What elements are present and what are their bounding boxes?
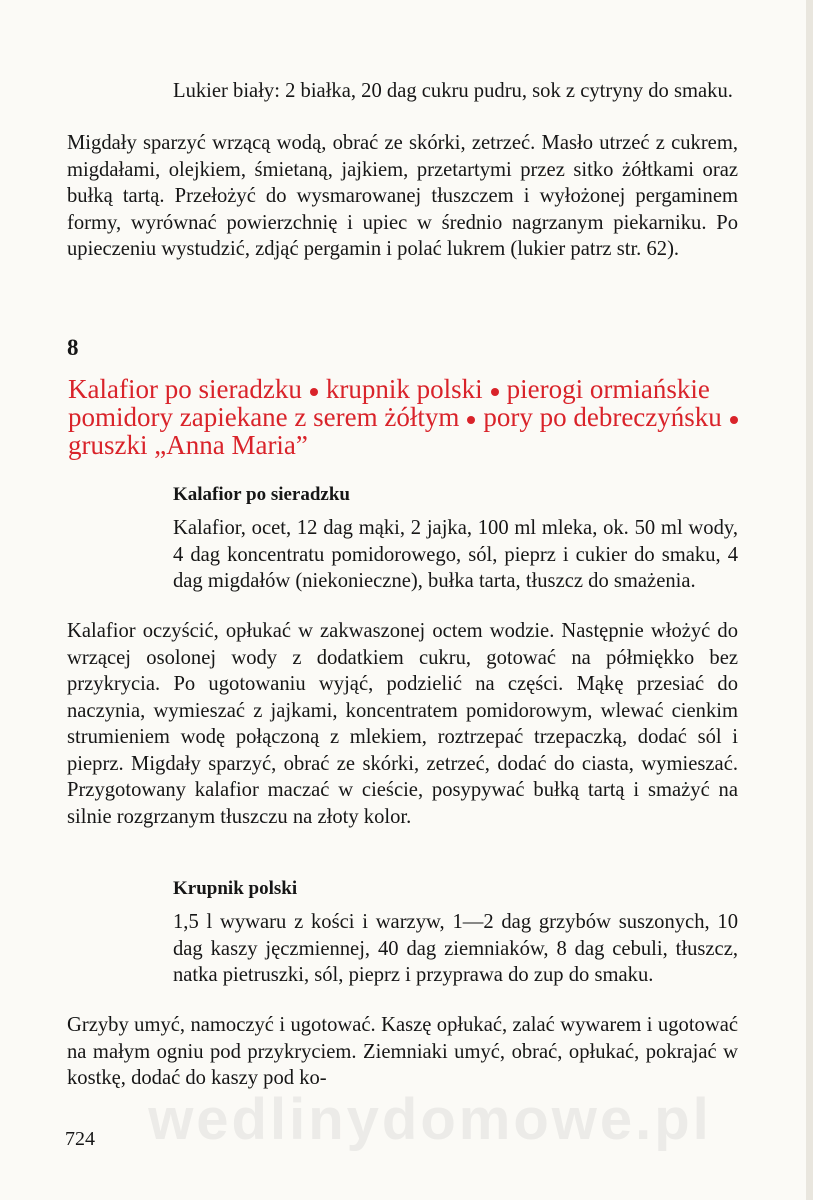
bullet-dot-icon [310, 388, 318, 396]
menu-item: Kalafior po sieradzku [68, 374, 302, 404]
menu-item: krupnik polski [325, 374, 483, 404]
chapter-number: 8 [67, 335, 79, 360]
menu-item: gruszki „Anna Maria” [68, 430, 308, 460]
watermark: wedlinydomowe.pl [148, 1087, 712, 1152]
menu-line-3 [68, 430, 740, 461]
menu-item: pory po debreczyńsku [483, 402, 722, 432]
bullet-dot-icon [467, 416, 475, 424]
page-edge [806, 0, 813, 1200]
glaze-ingredients: Lukier biały: 2 białka, 20 dag cukru pudru, sok z cytryny do smaku. [173, 80, 733, 102]
recipe-ingredients: Kalafior, ocet, 12 dag mąki, 2 jajka, 100 ml mleka, ok. 50 ml wody, 4 dag koncentratu pomidorowego, sól, pieprz i cukier do smaku, 4 dag migdałów (niekonieczne), bułka tarta, tłuszcz do smażenia. [173, 517, 738, 592]
recipe-method: Grzyby umyć, namoczyć i ugotować. Kaszę opłukać, zalać wywarem i ugotować na małym ogniu pod przykryciem. Ziemniaki umyć, obrać, opłukać, pokrajać w kostkę, dodać do kaszy pod ko- [67, 1014, 738, 1089]
bullet-dot-icon [730, 416, 738, 424]
menu-line-2 [68, 402, 740, 433]
menu-line-1 [68, 374, 740, 405]
menu-item: pierogi ormiańskie [506, 374, 710, 404]
page-number: 724 [65, 1128, 95, 1150]
recipe-title: Krupnik polski [173, 878, 298, 899]
cake-method: Migdały sparzyć wrzącą wodą, obrać ze skórki, zetrzeć. Masło utrzeć z cukrem, migdałami, olejkiem, śmietaną, jajkiem, przetartymi przez sitko żółtkami oraz bułką tartą. Przełożyć do wysmarowanej tłuszczem i wyłożonej pergaminem formy, wyrównać powierzchnię i upiec w średnio nagrzanym piekarniku. Po upieczeniu wystudzić, zdjąć pergamin i polać lukrem (lukier patrz str. 62). [67, 132, 738, 260]
recipe-title: Kalafior po sieradzku [173, 484, 350, 505]
recipe-ingredients: 1,5 l wywaru z kości i warzyw, 1—2 dag grzybów suszonych, 10 dag kaszy jęczmiennej, 40 dag ziemniaków, 8 dag cebuli, tłuszcz, natka pietruszki, sól, pieprz i przyprawa do zup do smaku. [173, 911, 738, 986]
menu-item: pomidory zapiekane z serem żółtym [68, 402, 460, 432]
recipe-method: Kalafior oczyścić, opłukać w zakwaszonej octem wodzie. Następnie włożyć do wrzącej osolonej wody z dodatkiem cukru, gotować na półmiękko bez przykrycia. Po ugotowaniu wyjąć, podzielić na części. Mąkę przesiać do naczynia, wymieszać z jajkami, koncentratem pomidorowym, wlewać cienkim strumieniem wodę połączoną z mlekiem, roztrzepać trzepaczką, dodać sól i pieprz. Migdały sparzyć, obrać ze skórki, zetrzeć, dodać do ciasta, wymieszać. Przygotowany kalafior maczać w cieście, posypywać bułką tartą i smażyć na silnie rozgrzanym tłuszczu na złoty kolor. [67, 620, 738, 828]
bullet-dot-icon [491, 388, 499, 396]
